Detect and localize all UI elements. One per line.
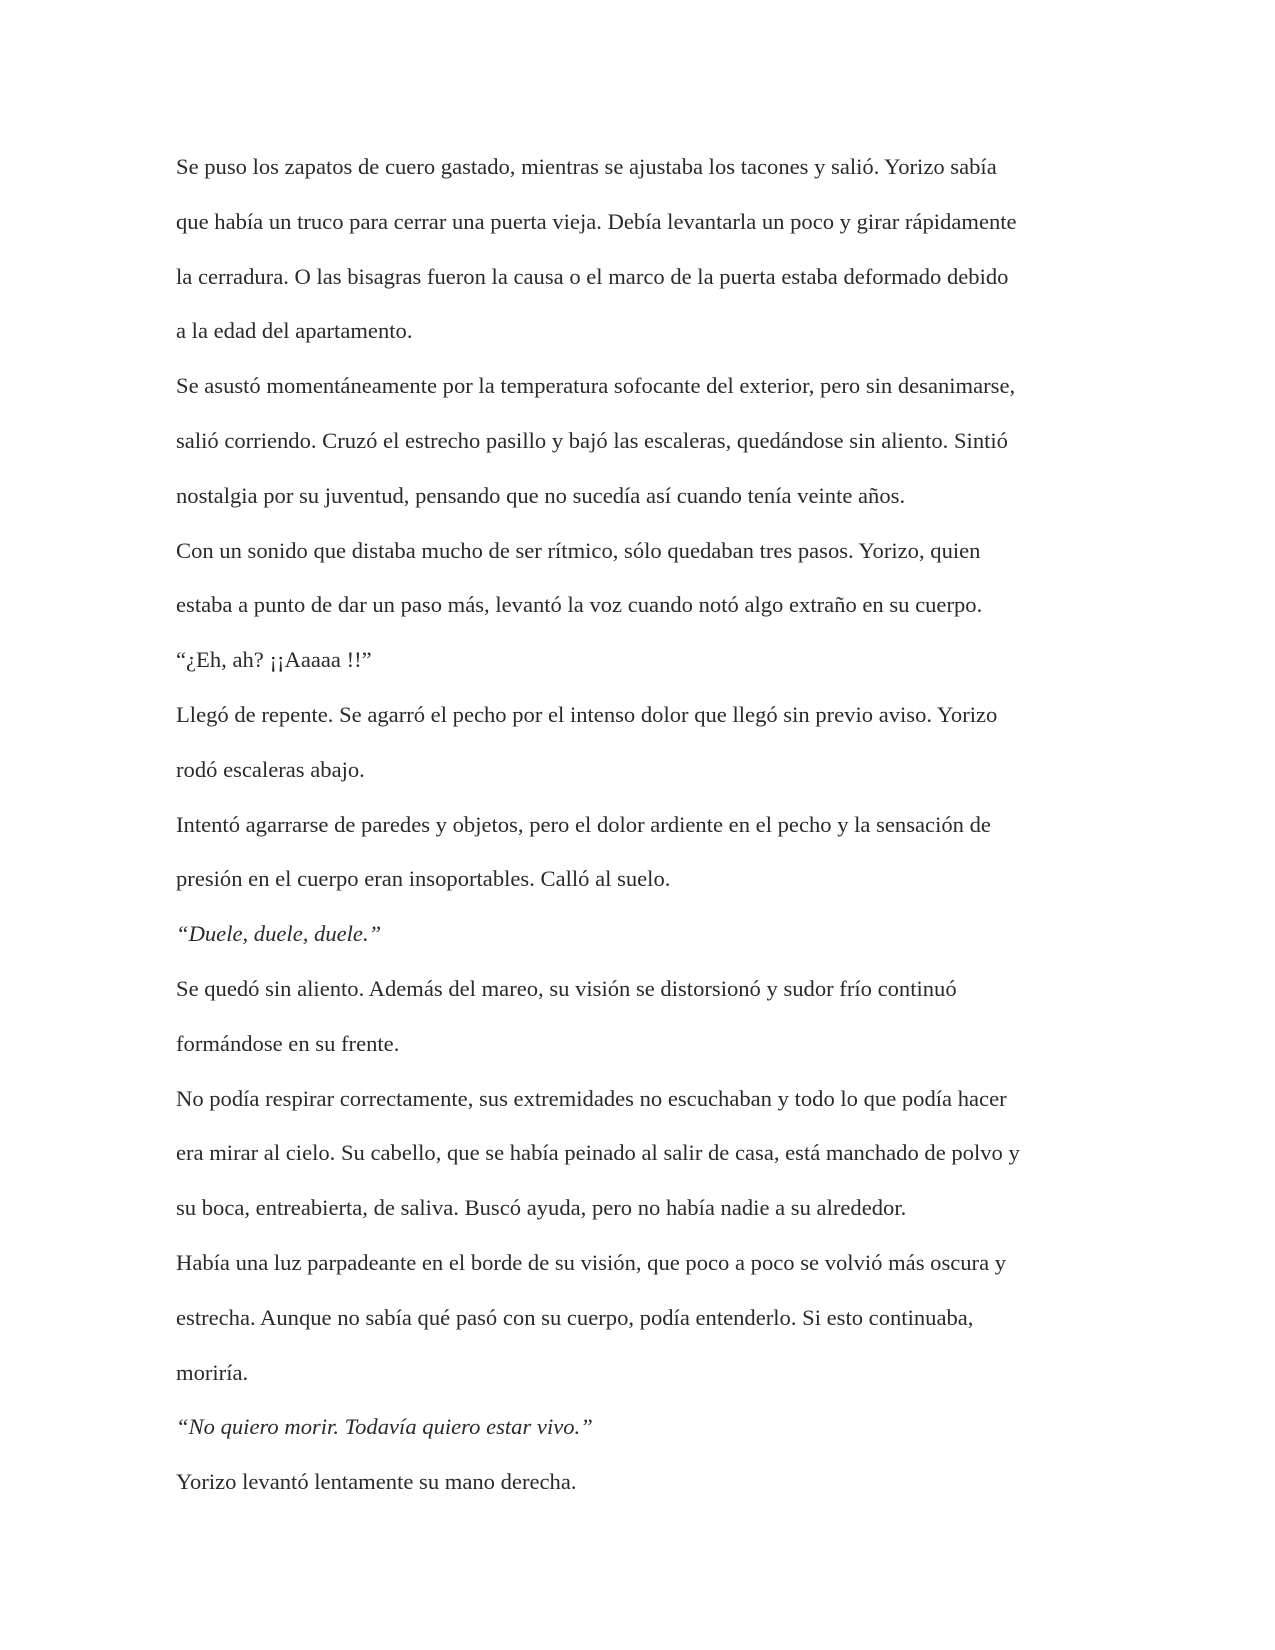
text-line: la cerradura. O las bisagras fueron la causa o el marco de la puerta estaba deformado debido xyxy=(176,263,1009,289)
text-line: Se puso los zapatos de cuero gastado, mientras se ajustaba los tacones y salió. Yorizo sabía xyxy=(176,154,997,179)
text-line: Con un sonido que distaba mucho de ser rítmico, sólo quedaban tres pasos. Yorizo, quien xyxy=(176,537,981,563)
paragraph xyxy=(176,633,1101,688)
text-line: salió corriendo. Cruzó el estrecho pasillo y bajó las escaleras, quedándose sin aliento. Sintió xyxy=(176,427,1008,453)
paragraph xyxy=(176,140,1101,359)
text-line: su boca, entreabierta, de saliva. Buscó ayuda, pero no había nadie a su alrededor. xyxy=(176,1195,907,1221)
text-line: que había un truco para cerrar una puerta vieja. Debía levantarla un poco y girar rápidamente xyxy=(176,208,1017,234)
text-line: Yorizo levantó lentamente su mano derecha. xyxy=(176,1469,577,1495)
document-body xyxy=(176,140,1101,1510)
text-line: “Duele, duele, duele.” xyxy=(176,921,382,947)
paragraph xyxy=(176,359,1101,523)
paragraph xyxy=(176,688,1101,798)
italic-dialogue-paragraph xyxy=(176,907,1101,962)
text-line: “¿Eh, ah? ¡¡Aaaaa !!” xyxy=(176,647,372,673)
paragraph xyxy=(176,1455,1101,1510)
text-line: Se quedó sin aliento. Además del mareo, su visión se distorsionó y sudor frío continuó xyxy=(176,975,957,1001)
text-line: estaba a punto de dar un paso más, levantó la voz cuando notó algo extraño en su cuerpo. xyxy=(176,592,983,618)
paragraph xyxy=(176,524,1101,634)
text-line: rodó escaleras abajo. xyxy=(176,756,365,782)
text-line: a la edad del apartamento. xyxy=(176,318,413,344)
italic-dialogue-paragraph xyxy=(176,1400,1101,1455)
paragraph xyxy=(176,1072,1101,1236)
text-line: presión en el cuerpo eran insoportables. Calló al suelo. xyxy=(176,866,671,892)
text-line: estrecha. Aunque no sabía qué pasó con su cuerpo, podía entenderlo. Si esto continuaba, xyxy=(176,1304,974,1330)
paragraph xyxy=(176,1236,1101,1400)
text-line: nostalgia por su juventud, pensando que no sucedía así cuando tenía veinte años. xyxy=(176,482,906,508)
text-line: moriría. xyxy=(176,1359,249,1385)
text-line: Intentó agarrarse de paredes y objetos, pero el dolor ardiente en el pecho y la sensación de xyxy=(176,811,991,837)
paragraph xyxy=(176,798,1101,908)
text-line: Se asustó momentáneamente por la temperatura sofocante del exterior, pero sin desanimarse, xyxy=(176,373,1016,399)
text-line: No podía respirar correctamente, sus extremidades no escuchaban y todo lo que podía hacer xyxy=(176,1085,1007,1111)
text-line: Llegó de repente. Se agarró el pecho por el intenso dolor que llegó sin previo aviso. Yorizo xyxy=(176,701,998,727)
text-line: “No quiero morir. Todavía quiero estar vivo.” xyxy=(176,1414,593,1440)
paragraph xyxy=(176,962,1101,1072)
text-line: era mirar al cielo. Su cabello, que se había peinado al salir de casa, está manchado de polvo y xyxy=(176,1140,1020,1166)
text-line: Había una luz parpadeante en el borde de su visión, que poco a poco se volvió más oscura y xyxy=(176,1249,1007,1275)
text-line: formándose en su frente. xyxy=(176,1030,400,1056)
